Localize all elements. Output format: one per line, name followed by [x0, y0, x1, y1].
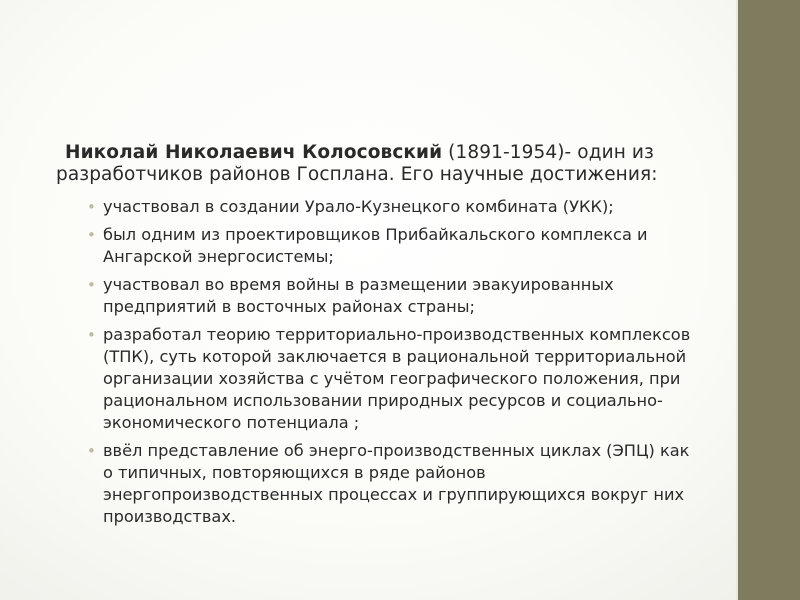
list-item: [87, 224, 704, 268]
bullet-icon: •: [87, 326, 96, 344]
intro-text: (1891-1954)- один из разработчиков районов Госплана. Его научные достижения:: [56, 142, 658, 185]
list-item-text: был одним из проектировщиков Прибайкальского комплекса и Ангарской энергосистемы;: [103, 225, 648, 266]
bullet-icon: •: [87, 442, 96, 460]
list-item-text: разработал теорию территориально-производственных комплексов (ТПК), суть которой заключается в рациональной территориальной организации хозяйства с учётом географического положения, при рациональном использовании природных ресурсов и социально-экономического потенциала ;: [103, 325, 691, 432]
person-name: Николай Николаевич Колосовский: [65, 142, 443, 163]
list-item: [87, 440, 704, 528]
achievements-list: [56, 196, 704, 528]
bullet-icon: •: [87, 198, 96, 216]
list-item: [87, 274, 704, 318]
bullet-icon: •: [87, 226, 96, 244]
intro-paragraph: [56, 142, 704, 186]
list-item: [87, 196, 704, 218]
list-item-text: участвовал во время войны в размещении эвакуированных предприятий в восточных районах страны;: [103, 275, 614, 316]
side-band: [738, 0, 800, 600]
bullet-icon: •: [87, 276, 96, 294]
list-item-text: ввёл представление об энерго-производственных циклах (ЭПЦ) как о типичных, повторяющихся в ряде районов энергопроизводственных процессах и группирующихся вокруг них производствах.: [103, 441, 690, 526]
list-item-text: участвовал в создании Урало-Кузнецкого комбината (УКК);: [103, 197, 614, 216]
list-item: [87, 324, 704, 434]
slide-content: [56, 142, 704, 534]
